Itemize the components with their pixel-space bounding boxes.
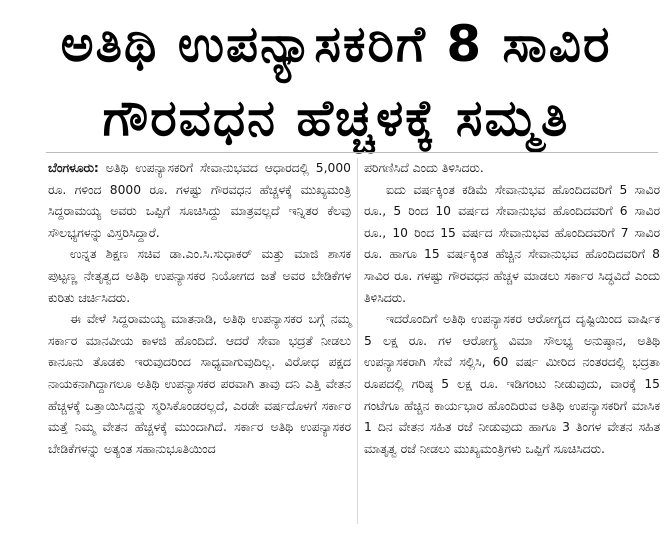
paragraph-text: ಅತಿಥಿ ಉಪನ್ಯಾಸಕರಿಗೆ ಸೇವಾನುಭವದ ಆಧಾರದಲ್ಲಿ 5,000 ರೂ. ಗಳಿಂದ 8000 ರೂ. ಗಳಷ್ಟು ಗೌರವಧನ ಹೆಚ್ಚಳಕ್ಕೆ ಮುಖ್ಯಮಂತ್ರಿ ಸಿದ್ದರಾಮಯ್ಯ ಅವರು ಒಪ್ಪಿಗೆ ಸೂಚಿಸಿದ್ದು ಮಾತ್ರವಲ್ಲದೆ ಇನ್ನಿತರ ಕೆಲವು ಸೌಲಭ್ಯಗಳನ್ನು ವಿಸ್ತರಿಸಿದ್ದಾರೆ. [48,161,351,240]
article-column-right [364,158,660,460]
article-paragraph: ಉನ್ನತ ಶಿಕ್ಷಣ ಸಚಿವ ಡಾ.ಎಂ.ಸಿ.ಸುಧಾಕರ್ ಮತ್ತು ಮಾಜಿ ಶಾಸಕ ಪುಟ್ಟಣ್ಣ ನೇತೃತ್ವದ ಅತಿಥಿ ಉಪನ್ಯಾಸಕರ ನಿಯೋಗದ ಜತೆ ಅವರ ಬೇಡಿಕೆಗಳ ಕುರಿತು ಚರ್ಚಿಸಿದರು. [48,247,351,305]
article-paragraph: ಇದರೊಂದಿಗೆ ಅತಿಥಿ ಉಪನ್ಯಾಸಕರ ಆರೋಗ್ಯದ ದೃಷ್ಟಿಯಿಂದ ವಾರ್ಷಿಕ 5 ಲಕ್ಷ ರೂ. ಗಳ ಆರೋಗ್ಯ ವಿಮಾ ಸೌಲಭ್ಯ ಅನುಷ್ಠಾನ, ಅತಿಥಿ ಉಪನ್ಯಾಸಕರಾಗಿ ಸೇವೆ ಸಲ್ಲಿಸಿ, 60 ವರ್ಷ ಮೀರಿದ ನಂತರದಲ್ಲಿ ಭದ್ರತಾ ರೂಪದಲ್ಲಿ ಗರಿಷ್ಠ 5 ಲಕ್ಷ ರೂ. ಇಡಿಗಂಟು ನೀಡುವುದು, ವಾರಕ್ಕೆ 15 ಗಂಟೆಗೂ ಹೆಚ್ಚಿನ ಕಾರ್ಯಭಾರ ಹೊಂದಿರುವ ಅತಿಥಿ ಉಪನ್ಯಾಸಕರಿಗೆ ಮಾಸಿಕ 1 ದಿನ ವೇತನ ಸಹಿತ ರಜೆ ನೀಡುವುದು ಹಾಗೂ 3 ತಿಂಗಳ ವೇತನ ಸಹಿತ ಮಾತೃತ್ವ ರಜೆ ನೀಡಲು ಮುಖ್ಯಮಂತ್ರಿಗಳು ಒಪ್ಪಿಗೆ ಸೂಚಿಸಿದರು. [364,312,660,456]
headline-rule [46,152,658,153]
headline-line-2: ಗೌರವಧನ ಹೆಚ್ಚಳಕ್ಕೆ ಸಮ್ಮತಿ [102,89,570,147]
dateline: ಬೆಂಗಳೂರು: [48,161,99,175]
article-paragraph: ಪರಿಗಣಿಸಿದೆ ಎಂದು ತಿಳಿಸಿದರು. [364,161,484,175]
headline-line-1: ಅತಿಥಿ ಉಪನ್ಯಾಸಕರಿಗೆ 8 ಸಾವಿರ [60,15,612,73]
column-divider [357,158,358,524]
article-paragraph: ಈ ವೇಳೆ ಸಿದ್ದರಾಮಯ್ಯ ಮಾತನಾಡಿ, ಅತಿಥಿ ಉಪನ್ಯಾಸಕರ ಬಗ್ಗೆ ನಮ್ಮ ಸರ್ಕಾರ ಮಾನವೀಯ ಕಾಳಜಿ ಹೊಂದಿದೆ. ಆದರೆ ಸೇವಾ ಭದ್ರತೆ ನೀಡಲು ಕಾನೂನು ತೊಡಕು ಇರುವುದರಿಂದ ಸಾಧ್ಯವಾಗುವುದಿಲ್ಲ. ವಿರೋಧ ಪಕ್ಷದ ನಾಯಕನಾಗಿದ್ದಾಗಲೂ ಅತಿಥಿ ಉಪನ್ಯಾಸಕರ ಪರವಾಗಿ ತಾವು ದನಿ ಎತ್ತಿ ವೇತನ ಹೆಚ್ಚಳಕ್ಕೆ ಒತ್ತಾಯಿಸಿದ್ದನ್ನು ಸ್ಮರಿಸಿಕೊಂಡರಲ್ಲದೆ, ಎರಡೇ ವರ್ಷದೊಳಗೆ ಸರ್ಕಾರ ಮತ್ತೆ ನಿಮ್ಮ ವೇತನ ಹೆಚ್ಚಳಕ್ಕೆ ಮುಂದಾಗಿದೆ. ಸರ್ಕಾರ ಅತಿಥಿ ಉಪನ್ಯಾಸಕರ ಬೇಡಿಕೆಗಳನ್ನು ಅತ್ಯಂತ ಸಹಾನುಭೂತಿಯಿಂದ [48,312,351,456]
article-column-left [48,158,351,460]
article-paragraph [48,158,351,244]
article-paragraph: ಐದು ವರ್ಷಕ್ಕಿಂತ ಕಡಿಮೆ ಸೇವಾನುಭವ ಹೊಂದಿದವರಿಗೆ 5 ಸಾವಿರ ರೂ., 5 ರಿಂದ 10 ವರ್ಷದ ಸೇವಾನುಭವ ಹೊಂದಿದವರಿಗೆ 6 ಸಾವಿರ ರೂ., 10 ರಿಂದ 15 ವರ್ಷದ ಸೇವಾನುಭವ ಹೊಂದಿದವರಿಗೆ 7 ಸಾವಿರ ರೂ. ಹಾಗೂ 15 ವರ್ಷಕ್ಕಿಂತ ಹೆಚ್ಚಿನ ಸೇವಾನುಭವ ಹೊಂದಿದವರಿಗೆ 8 ಸಾವಿರ ರೂ. ಗಳಷ್ಟು ಗೌರವಧನ ಹೆಚ್ಚಳ ಮಾಡಲು ಸರ್ಕಾರ ಸಿದ್ಧವಿದೆ ಎಂದು ತಿಳಿಸಿದರು. [364,182,660,305]
